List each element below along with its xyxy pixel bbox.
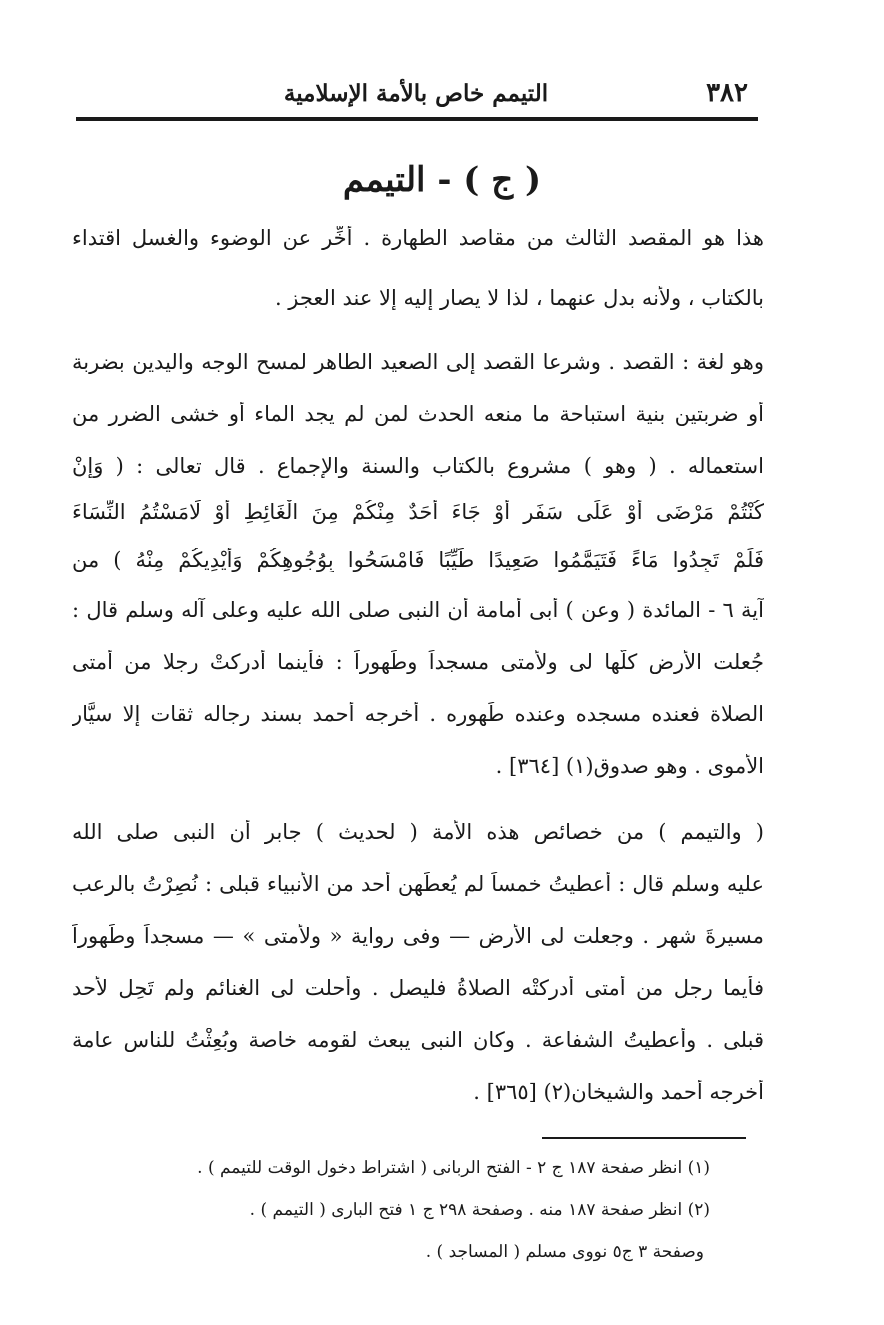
text-line: جُعلت الأرض كلُّها لى ولأمتى مسجداً وطَهوراً : فأينما أدركتْ رجلا من أمتى: [72, 650, 764, 674]
paragraph-3: [72, 820, 764, 1120]
text-line: أخرجه أحمد والشيخان(٢) [٣٦٥] .: [473, 1080, 764, 1104]
text-line: الأموى . وهو صدوق(١) [٣٦٤] .: [495, 754, 764, 778]
text-line: فأيما رجل من أمتى أدركتْه الصلاةُ فليصل . وأحلت لى الغنائم ولم تَحِل لأحد: [72, 976, 764, 1000]
text-line: عليه وسلم قال : أُعطيتُ خمساً لم يُعطَهن أحد من الأنبياء قبلى : نُصِرْتُ بالرعب: [72, 872, 764, 896]
footnotes: [110, 1158, 710, 1288]
text-line: هذا هو المقصد الثالث من مقاصد الطهارة . أُخِّر عن الوضوء والغسل اقتداء: [72, 226, 764, 250]
page-header: [78, 74, 754, 118]
paragraph-1: [72, 226, 764, 326]
section-title: ( ج ) - التيمم: [342, 160, 542, 200]
footnote-2-continued: وصفحة ٣ ج٥ نووى مسلم ( المساجد ) .: [425, 1242, 704, 1262]
footnote-2: (٢) انظر صفحة ١٨٧ منه . وصفحة ٢٩٨ ج ١ فتح البارى ( التيمم ) .: [249, 1200, 710, 1220]
text-line: قبلى . وأُعطيتُ الشفاعة . وكان النبى يبعث لقومه خاصة وبُعِثْتُ للناس عامة: [72, 1028, 764, 1052]
header-rule: [76, 117, 758, 121]
quran-verse-line: فَلَمْ تَجِدُوا مَاءً فَتَيَمَّمُوا صَعِيدًا طَيِّبًا فَامْسَحُوا بِوُجُوهِكُمْ وَأَيْدِيكُمْ مِنْهُ ) من: [72, 548, 764, 572]
footnote-1: (١) انظر صفحة ١٨٧ ج ٢ - الفتح الربانى ( اشتراط دخول الوقت للتيمم ) .: [197, 1158, 710, 1178]
paragraph-2: [72, 350, 764, 790]
text-line: بالكتاب ، ولأنه بدل عنهما ، لذا لا يصار إليه إلا عند العجز .: [274, 286, 764, 310]
text-line: مسيرةَ شهر . وجعلت لى الأرض — وفى رواية « ولأمتى » — مسجداً وطَهوراً: [72, 924, 764, 948]
text-line: ( والتيمم ) من خصائص هذه الأمة ( لحديث ) جابر أن النبى صلى الله: [72, 820, 764, 844]
text-line: الصلاة فعنده مسجده وعنده طَهوره . أخرجه أحمد بسند رجاله ثقات إلا سيَّار: [72, 702, 764, 726]
text-line: وهو لغة : القصد . وشرعا القصد إلى الصعيد الطاهر لمسح الوجه واليدين بضربة: [72, 350, 764, 374]
quran-verse-line: كُنْتُمْ مَرْضَى أَوْ عَلَى سَفَرٍ أَوْ جَاءَ أَحَدٌ مِنْكُمْ مِنَ الْغَائِطِ أَوْ لَامَسْتُمُ النِّسَاءَ: [72, 500, 764, 524]
running-title: التيمم خاص بالأمة الإسلامية: [283, 80, 549, 107]
text-line: أو ضربتين بنية استباحة ما منعه الحدث لمن لم يجد الماء أو خشى الضرر من: [72, 402, 764, 426]
text-line: آية ٦ - المائدة ( وعن ) أبى أمامة أن النبى صلى الله عليه وعلى آله وسلم قال :: [72, 598, 764, 622]
page-number: ٣٨٢: [706, 78, 748, 108]
footnote-rule: [542, 1137, 746, 1139]
text-line: استعماله . ( وهو ) مشروع بالكتاب والسنة والإجماع . قال تعالى : ( وَإِنْ: [72, 454, 764, 478]
